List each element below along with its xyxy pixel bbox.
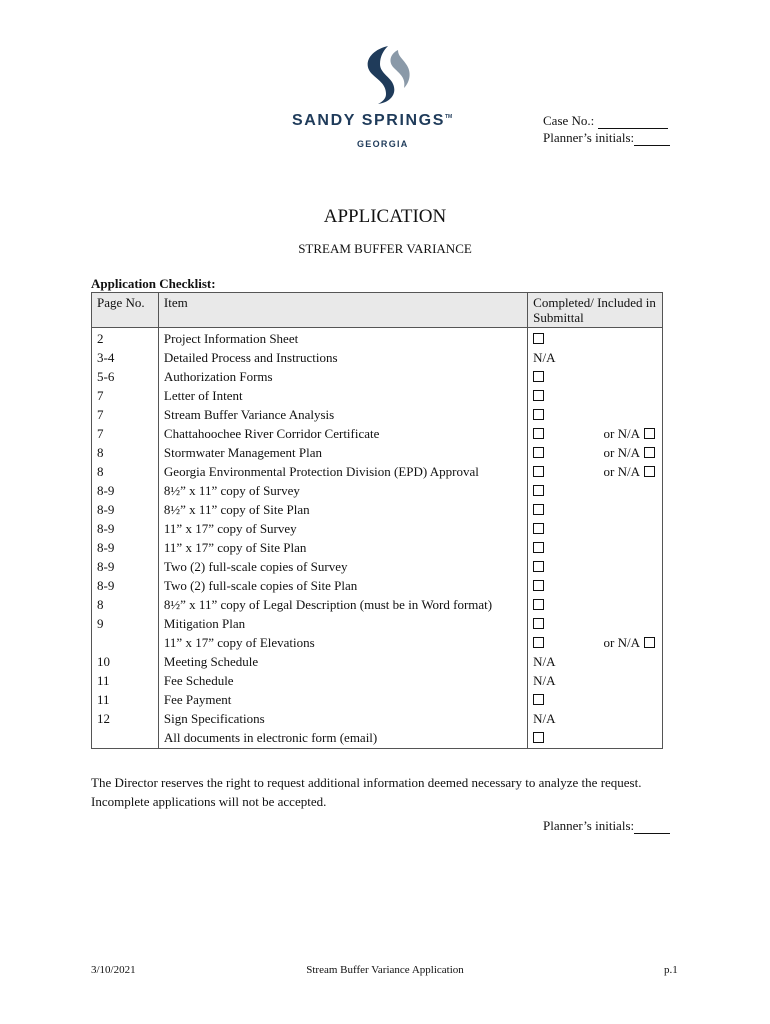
completed-checkbox[interactable] [533,371,544,382]
footer-title: Stream Buffer Variance Application [306,964,464,976]
status-text: N/A [533,654,556,669]
column-header-item: Item [158,293,527,328]
row-item: 11” x 17” copy of Site Plan [158,539,527,558]
planner-initials-field[interactable] [634,145,670,146]
completed-checkbox[interactable] [533,542,544,553]
na-option [604,425,655,443]
row-page-number: 8 [92,463,159,482]
completed-checkbox[interactable] [533,618,544,629]
logo-state: GEORGIA [357,139,409,149]
row-page-number: 8 [92,596,159,615]
row-item: Fee Schedule [158,672,527,691]
row-status [528,577,663,596]
footer-date: 3/10/2021 [91,964,136,976]
status-text: N/A [533,711,556,726]
page-subtitle: STREAM BUFFER VARIANCE [298,241,472,256]
na-checkbox[interactable] [644,428,655,439]
table-row [92,406,663,425]
table-row [92,710,663,729]
row-page-number: 11 [92,691,159,710]
footer-page-number: p.1 [664,964,678,976]
sandy-springs-logo-icon [358,44,412,104]
table-row [92,691,663,710]
completed-checkbox[interactable] [533,390,544,401]
row-status [528,539,663,558]
row-page-number: 11 [92,672,159,691]
table-row [92,615,663,634]
row-item: Stream Buffer Variance Analysis [158,406,527,425]
planner-initials-field-bottom[interactable] [634,833,670,834]
planner-initials-label-bottom: Planner’s initials: [543,818,635,833]
na-option [604,634,655,652]
case-no-label: Case No.: [543,113,595,128]
row-page-number: 12 [92,710,159,729]
na-label: or N/A [603,464,640,479]
completed-checkbox[interactable] [533,428,544,439]
row-status [528,729,663,749]
row-page-number: 7 [92,425,159,444]
row-status [528,387,663,406]
row-status [528,463,663,482]
na-label: or N/A [603,426,640,441]
case-info [543,112,670,146]
table-row [92,501,663,520]
row-item: 8½” x 11” copy of Site Plan [158,501,527,520]
row-status [528,501,663,520]
row-item: Georgia Environmental Protection Division (EPD) Approval [158,463,527,482]
na-checkbox[interactable] [644,447,655,458]
row-status [528,444,663,463]
na-checkbox[interactable] [644,466,655,477]
row-page-number: 5-6 [92,368,159,387]
table-row [92,558,663,577]
row-status [528,596,663,615]
table-header-row [92,293,663,328]
table-row [92,387,663,406]
row-item: Stormwater Management Plan [158,444,527,463]
note-line-2: Incomplete applications will not be accepted. [91,794,327,809]
column-header-completed: Completed/ Included in Submittal [528,293,663,328]
table-row [92,539,663,558]
row-page-number [92,634,159,653]
row-status [528,615,663,634]
row-page-number: 7 [92,406,159,425]
row-status [528,520,663,539]
row-page-number: 8-9 [92,577,159,596]
na-label: or N/A [603,635,640,650]
row-item: Letter of Intent [158,387,527,406]
row-status [528,558,663,577]
row-item: Two (2) full-scale copies of Survey [158,558,527,577]
row-item: Sign Specifications [158,710,527,729]
row-page-number: 8-9 [92,539,159,558]
completed-checkbox[interactable] [533,637,544,648]
completed-checkbox[interactable] [533,447,544,458]
row-status [528,634,663,653]
row-page-number: 7 [92,387,159,406]
row-page-number [92,729,159,749]
table-row [92,463,663,482]
completed-checkbox[interactable] [533,523,544,534]
na-checkbox[interactable] [644,637,655,648]
row-item: 11” x 17” copy of Survey [158,520,527,539]
row-item: Two (2) full-scale copies of Site Plan [158,577,527,596]
note-line-1: The Director reserves the right to request additional information deemed necessary to analyze the request. [91,775,642,790]
na-label: or N/A [603,445,640,460]
row-item: Mitigation Plan [158,615,527,634]
table-row [92,368,663,387]
row-status [528,653,663,672]
completed-checkbox[interactable] [533,466,544,477]
completed-checkbox[interactable] [533,732,544,743]
completed-checkbox[interactable] [533,599,544,610]
table-row [92,349,663,368]
row-status [528,482,663,501]
table-row [92,328,663,350]
table-row [92,520,663,539]
row-item: Meeting Schedule [158,653,527,672]
row-page-number: 8-9 [92,558,159,577]
na-option [604,444,655,462]
row-item: Authorization Forms [158,368,527,387]
row-item: 8½” x 11” copy of Survey [158,482,527,501]
row-status [528,425,663,444]
row-page-number: 2 [92,328,159,350]
row-status [528,368,663,387]
column-header-page: Page No. [92,293,159,328]
table-row [92,444,663,463]
table-row [92,672,663,691]
checklist-label: Application Checklist: [91,276,216,291]
row-item: Project Information Sheet [158,328,527,350]
status-text: N/A [533,350,556,365]
completed-checkbox[interactable] [533,580,544,591]
row-status [528,691,663,710]
row-item: Chattahoochee River Corridor Certificate [158,425,527,444]
row-item: Fee Payment [158,691,527,710]
table-row [92,482,663,501]
table-row [92,577,663,596]
na-option [604,463,655,481]
completed-checkbox[interactable] [533,485,544,496]
row-page-number: 8-9 [92,520,159,539]
completed-checkbox[interactable] [533,333,544,344]
table-row [92,425,663,444]
table-row [92,634,663,653]
application-checklist-table [91,292,663,749]
row-item: 11” x 17” copy of Elevations [158,634,527,653]
planner-initials-label: Planner’s initials: [543,130,635,145]
completed-checkbox[interactable] [533,504,544,515]
planner-initials-bottom [543,818,670,834]
row-status [528,710,663,729]
row-page-number: 8-9 [92,501,159,520]
table-row [92,729,663,749]
row-item: 8½” x 11” copy of Legal Description (must be in Word format) [158,596,527,615]
page-title: APPLICATION [323,206,447,227]
row-page-number: 8-9 [92,482,159,501]
row-page-number: 8 [92,444,159,463]
row-item: All documents in electronic form (email) [158,729,527,749]
row-status [528,349,663,368]
completed-checkbox[interactable] [533,694,544,705]
row-page-number: 3-4 [92,349,159,368]
director-note [91,773,701,811]
completed-checkbox[interactable] [533,561,544,572]
table-row [92,596,663,615]
table-row [92,653,663,672]
row-page-number: 9 [92,615,159,634]
completed-checkbox[interactable] [533,409,544,420]
row-item: Detailed Process and Instructions [158,349,527,368]
logo-wordmark: SANDY SPRINGS™ [292,112,453,129]
row-status [528,328,663,350]
row-status [528,672,663,691]
row-status [528,406,663,425]
row-page-number: 10 [92,653,159,672]
status-text: N/A [533,673,556,688]
